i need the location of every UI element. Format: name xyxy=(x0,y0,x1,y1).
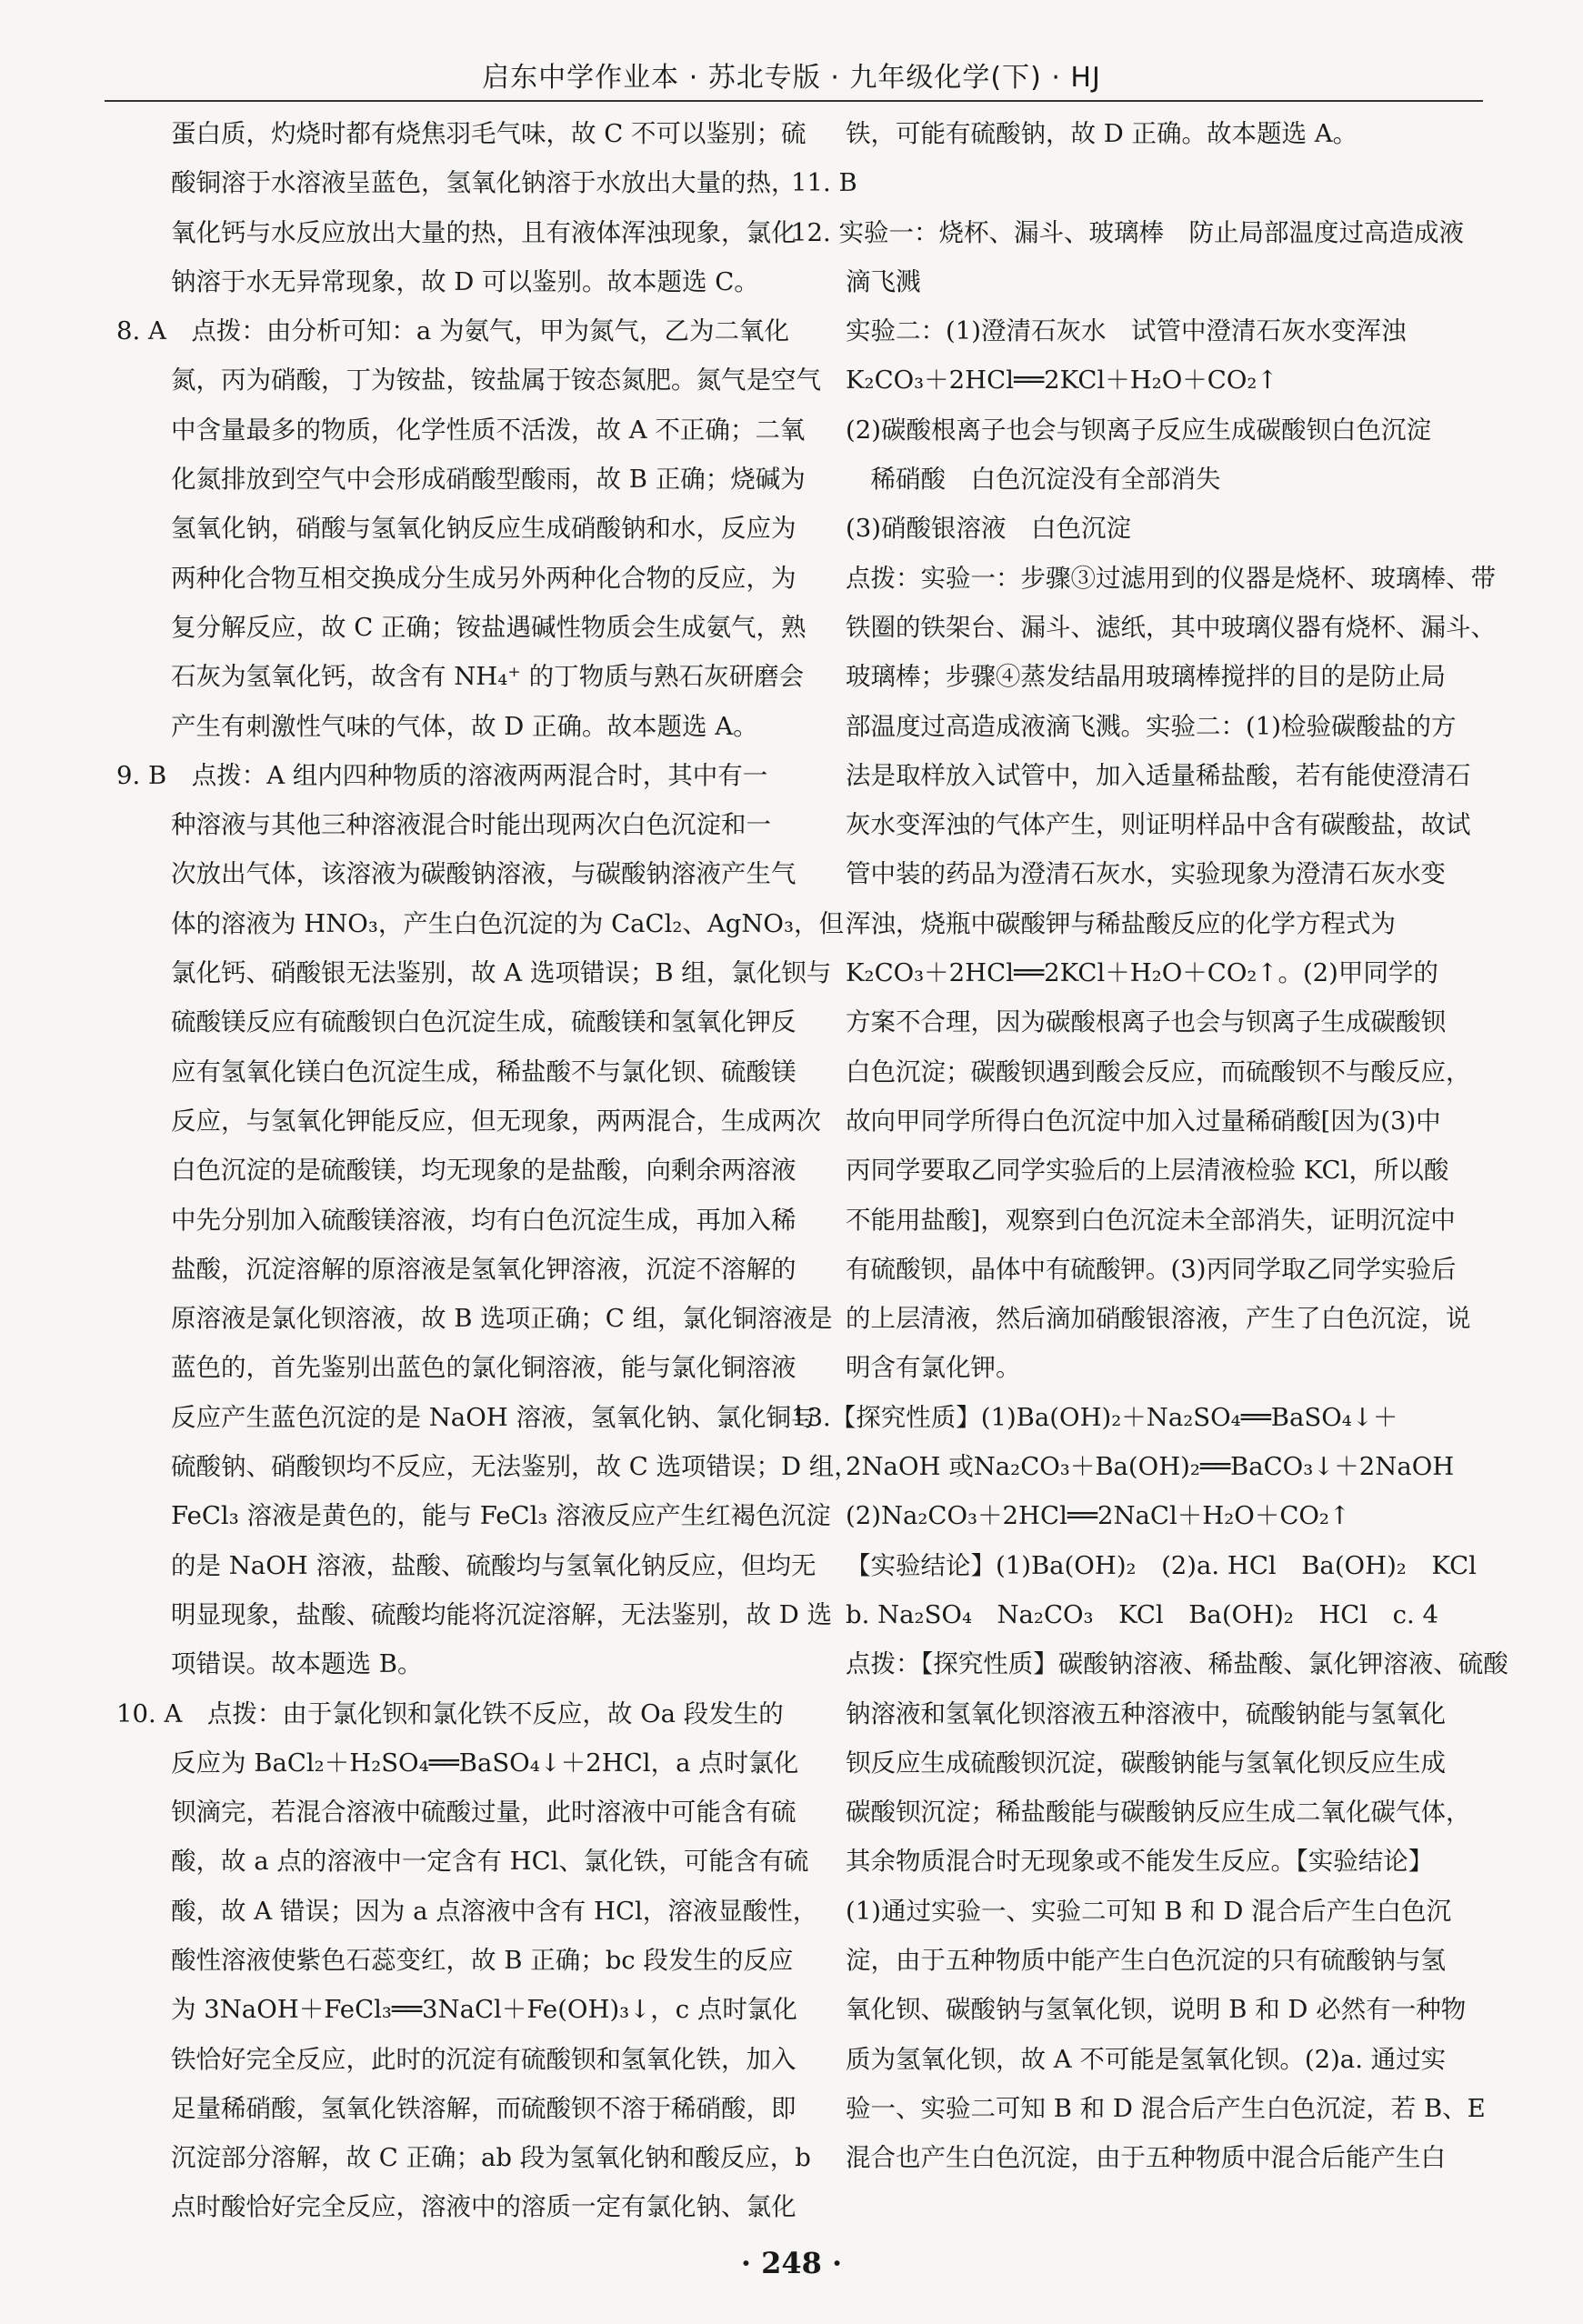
text-line: 化氮排放到空气中会形成硝酸型酸雨，故 B 正确；烧碱为 xyxy=(171,465,806,495)
text-line: 应有氢氧化镁白色沉淀生成，稀盐酸不与氯化钡、硫酸镁 xyxy=(171,1057,797,1087)
text-line: 氮，丙为硝酸，丁为铵盐，铵盐属于铵态氮肥。氮气是空气 xyxy=(171,366,821,396)
text-line: 反应为 BaCl₂＋H₂SO₄══BaSO₄↓＋2HCl，a 点时氯化 xyxy=(171,1748,799,1778)
text-line: (2)碳酸根离子也会与钡离子反应生成碳酸钡白色沉淀 xyxy=(846,415,1431,445)
text-line: 明显现象，盐酸、硫酸均能将沉淀溶解，无法鉴别，故 D 选 xyxy=(171,1599,833,1629)
text-line: 产生有刺激性气味的气体，故 D 正确。故本题选 A。 xyxy=(171,711,758,741)
text-line: 故向甲同学所得白色沉淀中加入过量稀硝酸[因为(3)中 xyxy=(846,1106,1441,1136)
text-line: 管中装的药品为澄清石灰水，实验现象为澄清石灰水变 xyxy=(846,859,1446,889)
text-line: 氯化钙、硝酸银无法鉴别，故 A 选项错误；B 组，氯化钡与 xyxy=(171,958,832,988)
text-line: 种溶液与其他三种溶液混合时能出现两次白色沉淀和一 xyxy=(171,810,771,840)
text-line: FeCl₃ 溶液是黄色的，能与 FeCl₃ 溶液反应产生红褐色沉淀 xyxy=(171,1501,831,1531)
text-line: 白色沉淀的是硫酸镁，均无现象的是盐酸，向剩余两溶液 xyxy=(171,1156,797,1186)
text-line: 氧化钙与水反应放出大量的热，且有液体浑浊现象，氯化 xyxy=(171,217,797,247)
text-line: 丙同学要取乙同学实验后的上层清液检验 KCl，所以酸 xyxy=(846,1156,1449,1186)
text-line: 体的溶液为 HNO₃，产生白色沉淀的为 CaCl₂、AgNO₃，但 xyxy=(171,908,844,938)
text-line: (2)Na₂CO₃＋2HCl══2NaCl＋H₂O＋CO₂↑ xyxy=(846,1501,1350,1531)
text-line: 滴飞溅 xyxy=(846,266,921,296)
text-line: 10. A 点拨：由于氯化钡和氯化铁不反应，故 Oa 段发生的 xyxy=(116,1698,784,1728)
text-line: 酸性溶液使紫色石蕊变红，故 B 正确；bc 段发生的反应 xyxy=(171,1945,794,1975)
text-line: 混合也产生白色沉淀，由于五种物质中混合后能产生白 xyxy=(846,2143,1446,2173)
text-line: 反应，与氢氧化钾能反应，但无现象，两两混合，生成两次 xyxy=(171,1106,821,1136)
text-line: 钡反应生成硫酸钡沉淀，碳酸钠能与氢氧化钡反应生成 xyxy=(846,1748,1446,1778)
text-line: 铁，可能有硫酸钠，故 D 正确。故本题选 A。 xyxy=(846,119,1358,148)
text-line: (3)硝酸银溶液 白色沉淀 xyxy=(846,514,1131,544)
text-line: 其余物质混合时无现象或不能发生反应。【实验结论】 xyxy=(846,1847,1434,1877)
text-line: 的上层清液，然后滴加硝酸银溶液，产生了白色沉淀，说 xyxy=(846,1304,1471,1334)
text-line: 淀，由于五种物质中能产生白色沉淀的只有硫酸钠与氢 xyxy=(846,1945,1446,1975)
text-line: 中先分别加入硫酸镁溶液，均有白色沉淀生成，再加入稀 xyxy=(171,1205,797,1235)
text-line: 8. A 点拨：由分析可知：a 为氨气，甲为氮气，乙为二氧化 xyxy=(116,316,789,346)
text-line: 13.【探究性质】(1)Ba(OH)₂＋Na₂SO₄══BaSO₄↓＋ xyxy=(791,1402,1398,1432)
text-line: 酸铜溶于水溶液呈蓝色，氢氧化钠溶于水放出大量的热， xyxy=(171,168,797,198)
text-line: 复分解反应，故 C 正确；铵盐遇碱性物质会生成氨气，熟 xyxy=(171,612,807,642)
text-line: 点拨：实验一：步骤③过滤用到的仪器是烧杯、玻璃棒、带 xyxy=(846,563,1496,593)
header-title: 启东中学作业本 · 苏北专版 · 九年级化学(下) · HJ xyxy=(482,62,1101,94)
text-line: 氧化钡、碳酸钠与氢氧化钡，说明 B 和 D 必然有一种物 xyxy=(846,1995,1467,2025)
text-line: 有硫酸钡，晶体中有硫酸钾。(3)丙同学取乙同学实验后 xyxy=(846,1254,1457,1284)
text-line: 酸，故 A 错误；因为 a 点溶液中含有 HCl，溶液显酸性， xyxy=(171,1896,818,1926)
text-line: K₂CO₃＋2HCl══2KCl＋H₂O＋CO₂↑。(2)甲同学的 xyxy=(846,958,1438,988)
text-line: 两种化合物互相交换成分生成另外两种化合物的反应，为 xyxy=(171,563,797,593)
text-line: 11. B xyxy=(791,168,857,198)
running-header xyxy=(100,55,1483,105)
text-line: 钡滴完，若混合溶液中硫酸过量，此时溶液中可能含有硫 xyxy=(171,1798,797,1828)
text-line: (1)通过实验一、实验二可知 B 和 D 混合后产生白色沉 xyxy=(846,1896,1452,1926)
text-line: 实验二：(1)澄清石灰水 试管中澄清石灰水变浑浊 xyxy=(846,316,1407,346)
text-line: 盐酸，沉淀溶解的原溶液是氢氧化钾溶液，沉淀不溶解的 xyxy=(171,1254,797,1284)
text-line: 玻璃棒；步骤④蒸发结晶用玻璃棒搅拌的目的是防止局 xyxy=(846,662,1446,692)
text-line: 足量稀硝酸，氢氧化铁溶解，而硫酸钡不溶于稀硝酸，即 xyxy=(171,2093,797,2123)
text-line: 反应产生蓝色沉淀的是 NaOH 溶液，氢氧化钠、氯化铜与 xyxy=(171,1402,817,1432)
page-number: · 248 · xyxy=(740,2246,843,2280)
text-line: 项错误。故本题选 B。 xyxy=(171,1649,423,1679)
text-line: 2NaOH 或Na₂CO₃＋Ba(OH)₂══BaCO₃↓＋2NaOH xyxy=(846,1452,1455,1482)
text-line: 碳酸钡沉淀；稀盐酸能与碳酸钠反应生成二氧化碳气体， xyxy=(846,1798,1471,1828)
text-line: 铁恰好完全反应，此时的沉淀有硫酸钡和氢氧化铁，加入 xyxy=(171,2044,797,2074)
text-line: 点拨：【探究性质】碳酸钠溶液、稀盐酸、氯化钾溶液、硫酸 xyxy=(846,1649,1508,1679)
text-line: 硫酸镁反应有硫酸钡白色沉淀生成，硫酸镁和氢氧化钾反 xyxy=(171,1007,797,1037)
text-line: 石灰为氢氧化钙，故含有 NH₄⁺ 的丁物质与熟石灰研磨会 xyxy=(171,662,805,692)
text-line: K₂CO₃＋2HCl══2KCl＋H₂O＋CO₂↑ xyxy=(846,366,1278,396)
text-line: 为 3NaOH＋FeCl₃══3NaCl＋Fe(OH)₃↓，c 点时氯化 xyxy=(171,1995,797,2025)
text-line: 原溶液是氯化钡溶液，故 B 选项正确；C 组，氯化铜溶液是 xyxy=(171,1304,833,1334)
text-line: 9. B 点拨：A 组内四种物质的溶液两两混合时，其中有一 xyxy=(116,760,768,790)
text-line: 氢氧化钠，硝酸与氢氧化钠反应生成硝酸钠和水，反应为 xyxy=(171,514,797,544)
text-line: 的是 NaOH 溶液，盐酸、硫酸均与氢氧化钠反应，但均无 xyxy=(171,1550,817,1580)
text-line: 蛋白质，灼烧时都有烧焦羽毛气味，故 C 不可以鉴别；硫 xyxy=(171,119,807,148)
text-line: 钠溶于水无异常现象，故 D 可以鉴别。故本题选 C。 xyxy=(171,266,759,296)
text-line: 点时酸恰好完全反应，溶液中的溶质一定有氯化钠、氯化 xyxy=(171,2192,797,2222)
text-line: 稀硝酸 白色沉淀没有全部消失 xyxy=(846,465,1221,495)
text-line: b. Na₂SO₄ Na₂CO₃ KCl Ba(OH)₂ HCl c. 4 xyxy=(846,1599,1439,1629)
text-line: 白色沉淀；碳酸钡遇到酸会反应，而硫酸钡不与酸反应， xyxy=(846,1057,1471,1087)
text-line: 明含有氯化钾。 xyxy=(846,1353,1021,1383)
text-line: 酸，故 a 点的溶液中一定含有 HCl、氯化铁，可能含有硫 xyxy=(171,1847,809,1877)
text-line: 铁圈的铁架台、漏斗、滤纸，其中玻璃仪器有烧杯、漏斗、 xyxy=(846,612,1496,642)
text-line: 钠溶液和氢氧化钡溶液五种溶液中，硫酸钠能与氢氧化 xyxy=(846,1698,1446,1728)
text-line: 部温度过高造成液滴飞溅。实验二：(1)检验碳酸盐的方 xyxy=(846,711,1457,741)
text-line: 【实验结论】(1)Ba(OH)₂ (2)a. HCl Ba(OH)₂ KCl xyxy=(846,1550,1477,1580)
text-line: 12. 实验一：烧杯、漏斗、玻璃棒 防止局部温度过高造成液 xyxy=(791,217,1464,247)
text-line: 不能用盐酸]，观察到白色沉淀未全部消失，证明沉淀中 xyxy=(846,1205,1456,1235)
text-line: 验一、实验二可知 B 和 D 混合后产生白色沉淀，若 B、E xyxy=(846,2093,1486,2123)
text-line: 质为氢氧化钡，故 A 不可能是氢氧化钡。(2)a. 通过实 xyxy=(846,2044,1447,2074)
right-column xyxy=(791,109,1508,2182)
text-line: 中含量最多的物质，化学性质不活泼，故 A 不正确；二氧 xyxy=(171,415,806,445)
text-line: 法是取样放入试管中，加入适量稀盐酸，若有能使澄清石 xyxy=(846,760,1471,790)
text-line: 灰水变浑浊的气体产生，则证明样品中含有碳酸盐，故试 xyxy=(846,810,1471,840)
text-line: 沉淀部分溶解，故 C 正确；ab 段为氢氧化钠和酸反应，b xyxy=(171,2143,811,2173)
text-line: 硫酸钠、硝酸钡均不反应，无法鉴别，故 C 选项错误；D 组， xyxy=(171,1452,859,1482)
text-line: 蓝色的，首先鉴别出蓝色的氯化铜溶液，能与氯化铜溶液 xyxy=(171,1353,797,1383)
text-line: 次放出气体，该溶液为碳酸钠溶液，与碳酸钠溶液产生气 xyxy=(171,859,797,889)
text-line: 方案不合理，因为碳酸根离子也会与钡离子生成碳酸钡 xyxy=(846,1007,1446,1037)
header-rule xyxy=(105,100,1483,102)
text-line: 浑浊，烧瓶中碳酸钾与稀盐酸反应的化学方程式为 xyxy=(846,908,1396,938)
